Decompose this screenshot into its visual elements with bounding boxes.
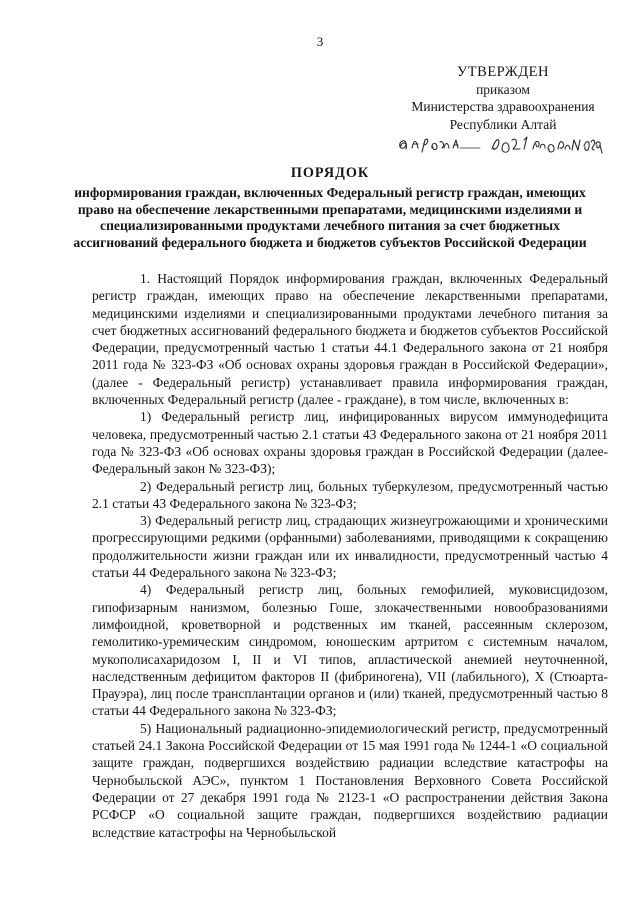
list-item-3: 3) Федеральный регистр лиц, страдающих жизнеугрожающими и хроническими прогрессирующими редкими (орфанными) заболеваниями, приводящими к сокращению продолжительности жизни граждан или их инвалидности, предусмотренный частью 4 статьи 44 Федерального закона № 323-ФЗ; — [92, 513, 608, 581]
approval-line-order: приказом — [476, 82, 530, 98]
approval-title: УТВЕРЖДЕН — [457, 64, 549, 80]
list-item-2: 2) Федеральный регистр лиц, больных туберкулезом, предусмотренный частью 2.1 статьи 43 Федерального закона № 323-ФЗ; — [92, 478, 608, 511]
handwritten-date-signature — [396, 130, 606, 156]
document-heading — [60, 165, 600, 252]
document-subtitle: информирования граждан, включенных Федеральный регистр граждан, имеющих право на обеспечение лекарственными препаратами, медицинскими изделиями и специализированными продуктами лечебного питания за счет бюджетных ассигнований федерального бюджета и бюджетов субъектов Российской Федерации — [73, 184, 587, 251]
document-title: ПОРЯДОК — [290, 165, 370, 181]
paragraph-1: 1. Настоящий Порядок информирования граждан, включенных Федеральный регистр граждан, имеющих право на обеспечение лекарственными препаратами, медицинскими изделиями и специализированными продуктами лечебного питания за счет бюджетных ассигнований федерального бюджета и бюджетов субъектов Российской Федерации, предусмотренный частью 1 статьи 44.1 Федерального закона от 21 ноября 2011 года № 323-ФЗ «Об основах охраны здоровья граждан в Российской Федерации», (далее - Федеральный регистр) устанавливает правила информирования граждан, включенных Федеральный регистр (далее - граждане), в том числе, включенных в: — [92, 271, 608, 408]
page-number: 3 — [316, 34, 324, 49]
document-body — [92, 270, 608, 841]
list-item-4: 4) Федеральный регистр лиц, больных гемофилией, муковисцидозом, гипофизарным нанизмом, болезнью Гоше, злокачественными новообразованиями лимфоидной, кроветворной и родственных им тканей, рассеянным склерозом, гемолитико-уремическим синдромом, юношеским артритом с системным началом, мукополисахаридозом I, II и VI типов, апластической анемией неуточненной, наследственным дефицитом факторов II (фибриногена), VII (лабильного), X (Стюарта-Прауэра), лиц после трансплантации органов и (или) тканей, предусмотренный частью 8 статьи 44 Федерального закона № 323-ФЗ; — [92, 582, 608, 719]
handwriting-icon — [396, 130, 606, 156]
approval-line-republic: Республики Алтай — [449, 116, 557, 132]
list-item-1: 1) Федеральный регистр лиц, инфицированных вирусом иммунодефицита человека, предусмотренный частью 2.1 статьи 43 Федерального закона от 21 ноября 2011 года № 323-ФЗ «Об основах охраны здоровья граждан в Российской Федерации (далее-Федеральный закон № 323-ФЗ); — [92, 409, 608, 477]
approval-block — [403, 64, 603, 133]
list-item-5: 5) Национальный радиационно-эпидемиологический регистр, предусмотренный статьей 24.1 Закона Российской Федерации от 15 мая 1991 года № 1244-1 «О социальной защите граждан, подвергшихся воздействию радиации вследствие катастрофы на Чернобыльской АЭС», пунктом 1 Постановления Верховного Совета Российской Федерации от 27 декабря 1991 года № 2123-1 «О распространении действия Закона РСФСР «О социальной защите граждан, подвергшихся воздействию радиации вследствие катастрофы на Чернобыльской — [92, 720, 608, 840]
approval-line-ministry: Министерства здравоохранения — [411, 99, 595, 115]
